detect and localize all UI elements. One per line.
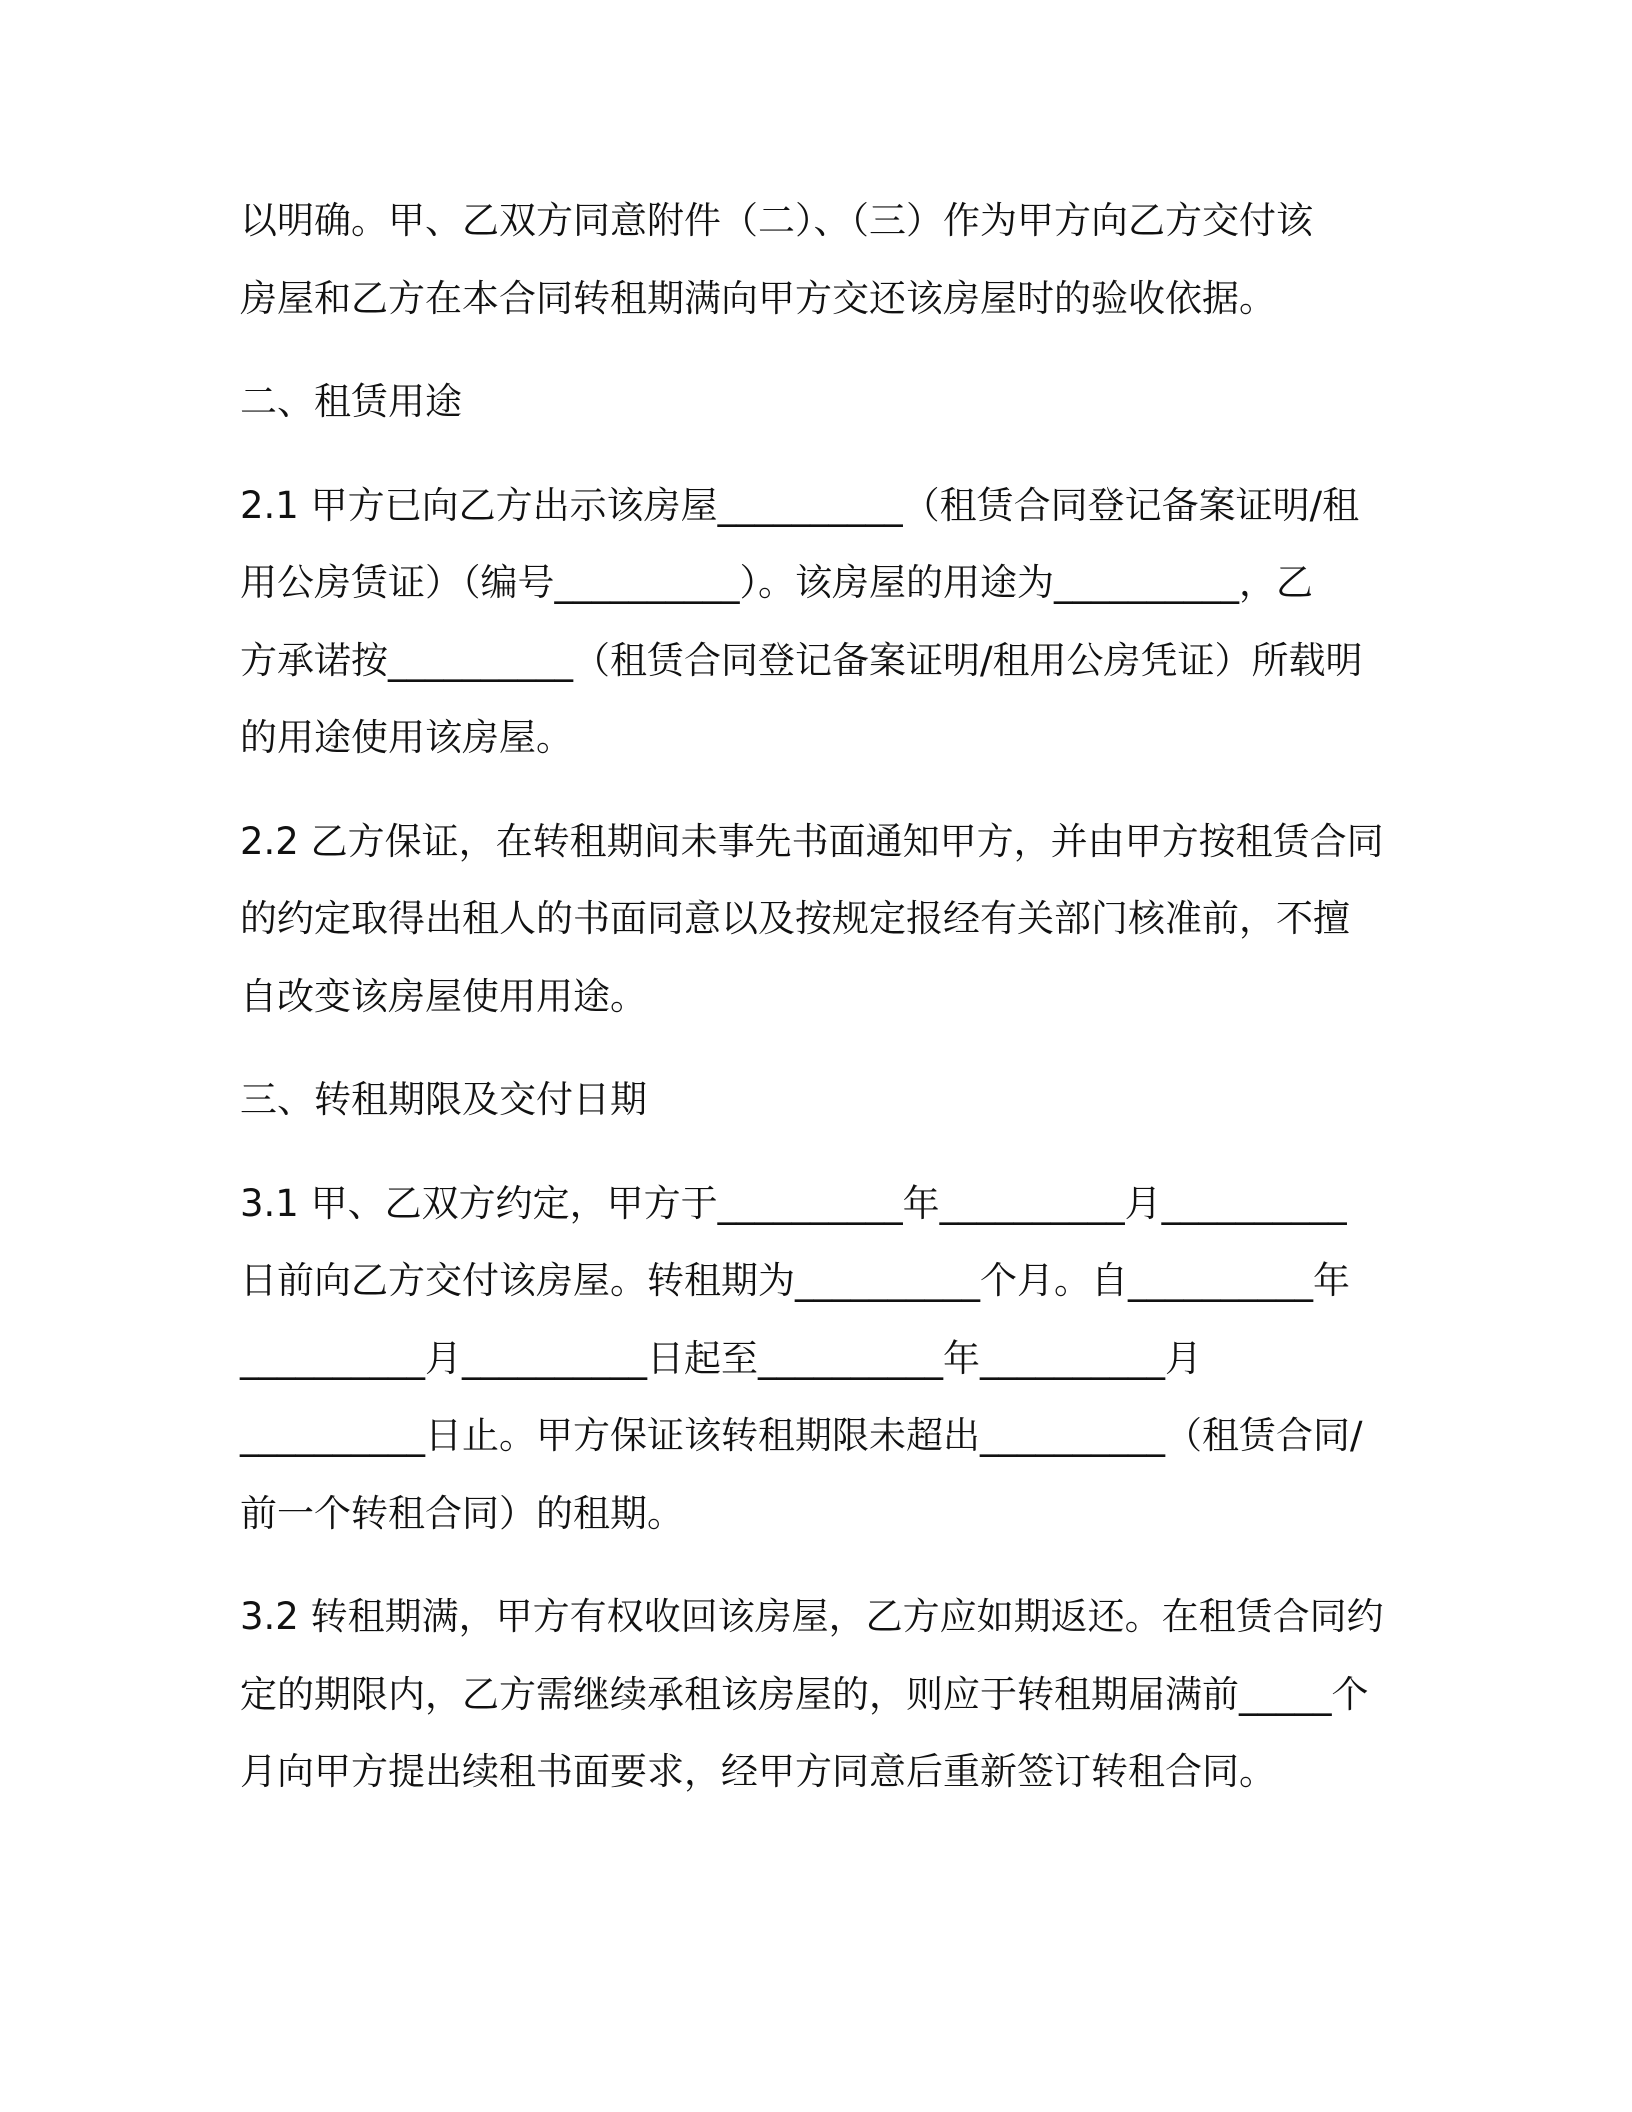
- text-line: 的用途使用该房屋。: [240, 716, 573, 759]
- text-line: 月向甲方提出续租书面要求，经甲方同意后重新签订转租合同。: [240, 1750, 1276, 1793]
- section-heading: 三、转租期限及交付日期: [240, 1078, 647, 1121]
- text-line: 3.1 甲、乙双方约定，甲方于__________年__________月__________: [240, 1181, 1347, 1225]
- text-line: 2.1 甲方已向乙方出示该房屋__________（租赁合同登记备案证明/租: [240, 483, 1360, 527]
- paragraph-gap: [240, 1139, 1370, 1165]
- text-line: __________日止。甲方保证该转租期限未超出__________（租赁合同/: [240, 1414, 1363, 1457]
- text-line: 以明确。甲、乙双方同意附件（二）、（三）作为甲方向乙方交付该: [240, 199, 1313, 242]
- text-line: __________月__________日起至__________年__________月: [240, 1336, 1202, 1380]
- paragraph-gap: [240, 337, 1370, 363]
- text-line: 3.2 转租期满，甲方有权收回该房屋，乙方应如期返还。在租赁合同约: [240, 1595, 1384, 1638]
- text-line: 前一个转租合同）的租期。: [240, 1491, 684, 1535]
- section-heading: 二、租赁用途: [240, 380, 462, 423]
- text-line: 房屋和乙方在本合同转租期满向甲方交还该房屋时的验收依据。: [240, 276, 1276, 320]
- paragraph-gap: [240, 1552, 1370, 1578]
- paragraph-gap: [240, 777, 1370, 803]
- text-line: 定的期限内，乙方需继续承租该房屋的，则应于转租期届满前_____个: [240, 1672, 1369, 1716]
- document-body: [240, 182, 1384, 1811]
- text-line: 用公房赁证）（编号__________）。该房屋的用途为__________，乙: [240, 561, 1313, 604]
- text-line: 自改变该房屋使用用途。: [240, 974, 647, 1018]
- text-line: 方承诺按__________（租赁合同登记备案证明/租用公房凭证）所载明: [240, 638, 1363, 682]
- text-line: 日前向乙方交付该房屋。转租期为__________个月。自__________年: [240, 1259, 1350, 1302]
- paragraph-gap: [240, 441, 1370, 467]
- text-line: 2.2 乙方保证，在转租期间未事先书面通知甲方，并由甲方按租赁合同: [240, 819, 1384, 863]
- text-line: 的约定取得出租人的书面同意以及按规定报经有关部门核准前，不擅: [240, 897, 1350, 940]
- paragraph-gap: [240, 1035, 1370, 1061]
